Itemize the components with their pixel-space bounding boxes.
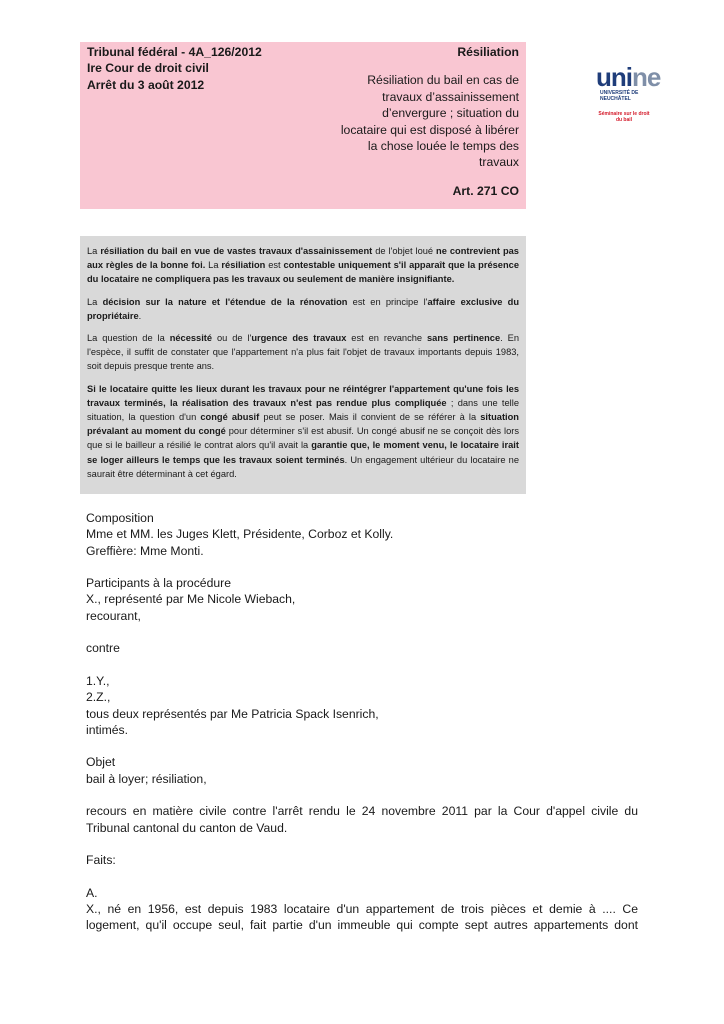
respondent-2: 2.Z., bbox=[86, 690, 111, 705]
summary-paragraph: La résiliation du bail en vue de vastes travaux d'assainissement de l'objet loué ne contrevient pas aux règles de la bonne foi. La résiliation est contestable uniquement s'il apparaît que la présence du locataire ne compliquera pas les travaux ou seulement de manière insignifiante. bbox=[87, 246, 520, 285]
emphasis-text: situation prévalant au moment du congé bbox=[87, 412, 519, 437]
versus-label: contre bbox=[86, 641, 120, 656]
emphasis-text: urgence des travaux bbox=[251, 333, 347, 344]
judgment-body bbox=[86, 510, 638, 934]
court-reference: Tribunal fédéral - 4A_126/2012 bbox=[87, 45, 262, 59]
judgment-date: Arrêt du 3 août 2012 bbox=[87, 77, 205, 92]
emphasis-text: nécessité bbox=[169, 333, 213, 344]
spacer bbox=[86, 624, 638, 640]
emphasis-text: affaire exclusive du propriétaire bbox=[87, 296, 520, 321]
summary-box bbox=[80, 236, 526, 494]
object-title: Objet bbox=[86, 755, 116, 770]
summary-paragraph: La question de la nécessité ou de l'urgence des travaux est en revanche sans pertinence. En l'espèce, il suffit de constater que l'appartement n'a plus fait l'objet de travaux importants depuis 1983, soit depuis presque trente ans. bbox=[87, 333, 519, 372]
logo-seminar-label: Séminaire sur le droit du bail bbox=[598, 111, 650, 123]
composition-clerk: Greffière: Mme Monti. bbox=[86, 543, 204, 558]
spacer bbox=[86, 836, 638, 852]
appeal-description: recours en matière civile contre l'arrêt rendu le 24 novembre 2011 par la Cour d'appel civile du Tribunal cantonal du canton de Vaud. bbox=[86, 804, 638, 835]
composition-judges: Mme et MM. les Juges Klett, Présidente, Corboz et Kolly. bbox=[86, 527, 394, 542]
facts-title: Faits: bbox=[86, 853, 116, 868]
legal-article: Art. 271 CO bbox=[452, 183, 519, 198]
case-topic: Résiliation bbox=[457, 45, 519, 59]
logo-city-line: NEUCHÂTEL bbox=[600, 96, 631, 102]
spacer bbox=[86, 559, 638, 575]
logo-wordmark: unine bbox=[596, 62, 661, 92]
emphasis-text: garantie que, le moment venu, le locataire irait se loger ailleurs le temps que les travaux soient terminés bbox=[87, 440, 519, 465]
participant-appellant-role: recourant, bbox=[86, 608, 141, 623]
composition-title: Composition bbox=[86, 511, 154, 525]
case-topic-block bbox=[339, 44, 519, 199]
emphasis-text: congé abusif bbox=[200, 412, 260, 423]
participant-appellant: X., représenté par Me Nicole Wiebach, bbox=[86, 592, 296, 607]
spacer bbox=[86, 787, 638, 803]
object-value: bail à loyer; résiliation, bbox=[86, 771, 207, 786]
emphasis-text: résiliation bbox=[221, 260, 266, 271]
participants-title: Participants à la procédure bbox=[86, 576, 231, 591]
spacer bbox=[86, 738, 638, 754]
emphasis-text: Si le locataire quitte les lieux durant les travaux pour ne réintégrer l'appartement qu'une fois les travaux terminés, la réalisation des travaux n'est pas rendue plus compliquée bbox=[87, 383, 519, 408]
case-reference-block bbox=[87, 44, 262, 93]
court-chamber: Ire Cour de droit civil bbox=[87, 61, 209, 76]
case-subtitle: Résiliation du bail en cas de travaux d’assainissement d’envergure ; situation du locataire qui est disposé à libérer la chose louée le temps des travaux bbox=[340, 73, 519, 170]
emphasis-text: ne contrevient pas aux règles de la bonne foi. bbox=[87, 246, 519, 271]
emphasis-text: sans pertinence bbox=[427, 333, 501, 344]
respondents-representative: tous deux représentés par Me Patricia Spack Isenrich, bbox=[86, 706, 379, 721]
unine-logo bbox=[596, 64, 676, 123]
logo-university-line: UNIVERSITÉ DE bbox=[600, 90, 639, 96]
section-a-label: A. bbox=[86, 885, 98, 900]
spacer bbox=[86, 869, 638, 885]
emphasis-text: contestable uniquement s'il apparaît que la présence du locataire ne compliquera pas les travaux ou seulement de manière insignifiante. bbox=[87, 260, 520, 285]
case-header-box bbox=[80, 42, 526, 209]
facts-paragraph: X., né en 1956, est depuis 1983 locataire d'un appartement de trois pièces et demie à .... Ce logement, qu'il occupe seul, fait partie d'un immeuble qui compte sept autres appartements dont bbox=[86, 902, 638, 933]
summary-paragraph: La décision sur la nature et l'étendue de la rénovation est en principe l'affaire exclusive du propriétaire. bbox=[87, 296, 520, 321]
summary-paragraph: Si le locataire quitte les lieux durant les travaux pour ne réintégrer l'appartement qu'une fois les travaux terminés, la réalisation des travaux n'est pas rendue plus compliquée ; dans une telle situation, la question d'un congé abusif peut se poser. Mais il convient de se référer à la situation prévalant au moment du congé pour déterminer s'il est abusif. Un congé abusif ne se conçoit dès lors que si le bailleur a résilié le contrat alors qu'il avait la garantie que, le moment venu, le locataire irait se loger ailleurs le temps que les travaux soient terminés. Un engagement ultérieur du locataire ne saurait être déterminant à cet égard. bbox=[87, 383, 519, 479]
emphasis-text: décision sur la nature et l'étendue de la rénovation bbox=[102, 296, 348, 307]
respondent-1: 1.Y., bbox=[86, 673, 110, 688]
spacer bbox=[86, 657, 638, 673]
respondents-role: intimés. bbox=[86, 722, 128, 737]
emphasis-text: résiliation du bail en vue de vastes travaux d'assainissement bbox=[100, 246, 373, 256]
